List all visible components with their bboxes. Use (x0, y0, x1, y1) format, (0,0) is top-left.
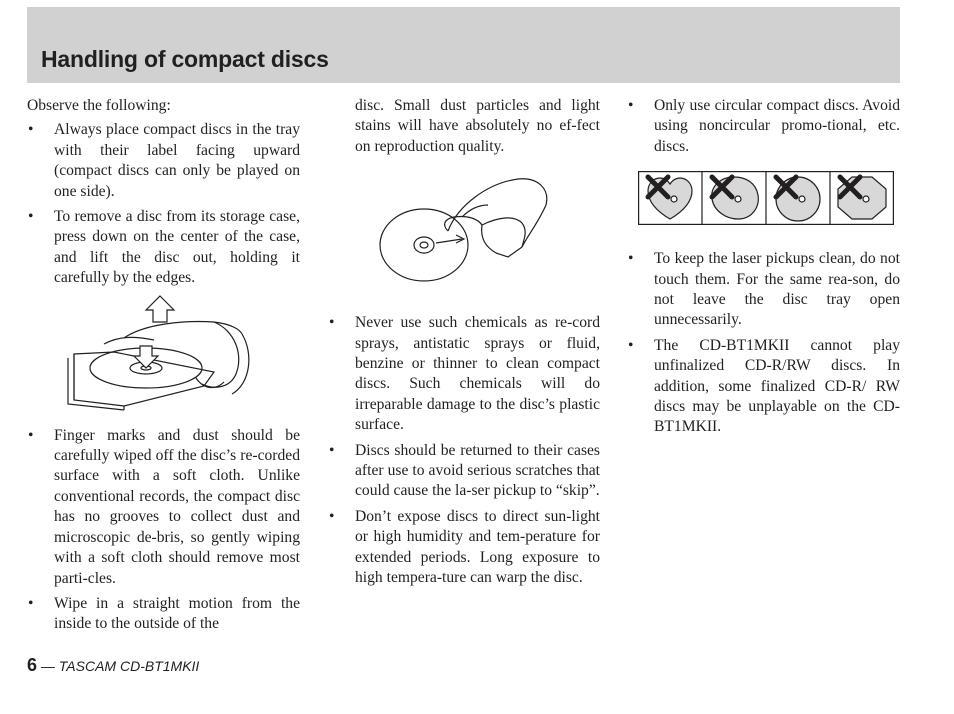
footer-separator: — (37, 658, 59, 674)
bullet: • (28, 208, 34, 226)
bullet-list-3b (627, 249, 900, 438)
bullet: • (28, 594, 34, 612)
bullet: • (329, 314, 335, 332)
bullet: • (28, 426, 34, 444)
page-number: 6 (27, 655, 38, 675)
bullet: • (628, 336, 634, 354)
bullet: • (329, 441, 335, 459)
bullet: • (329, 507, 335, 525)
list-item: • Never use such chemicals as re-cord sprays, antistatic sprays or fluid, benzine or thinner to clean compact discs. Such chemicals will do irreparable damage to the disc’s plastic surface. (329, 314, 600, 434)
intro-text: Observe the following: (27, 97, 171, 114)
disc-tray-removal-illustration (64, 294, 264, 418)
page-title: Handling of compact discs (41, 46, 329, 72)
list-item: • To remove a disc from its storage case, press down on the center of the case, and lift the disc out, holding it carefully by the edges. (28, 208, 300, 287)
bullet: • (28, 121, 34, 139)
bullet-list-1b (27, 426, 300, 635)
footer-model: TASCAM CD-BT1MKII (58, 658, 200, 674)
column-1 (27, 96, 300, 640)
bullet: • (628, 250, 634, 268)
continuation-text: disc. Small dust particles and light stains will have absolutely no ef-fect on reproduction quality. (355, 97, 600, 155)
list-item: • Don’t expose discs to direct sun-light or high humidity and tem-perature for extended periods. Long exposure to high tempera-ture can warp the disc. (329, 507, 600, 587)
section-header (27, 7, 900, 83)
bullet-list-1a (27, 120, 300, 288)
column-3 (627, 96, 900, 443)
list-item: • Only use circular compact discs. Avoid using noncircular promo-tional, etc. discs. (628, 97, 900, 155)
bullet-list-3a (627, 96, 900, 157)
disc-wiping-illustration (378, 165, 558, 289)
list-item: • Always place compact discs in the tray with their label facing upward (compact discs can only be played on one side). (28, 121, 300, 200)
bullet-list-2 (328, 313, 600, 588)
column-2 (328, 96, 600, 594)
list-item: • Finger marks and dust should be carefully wiped off the disc’s re-corded surface with a soft cloth. Unlike conventional records, the compact disc has no grooves to collect dust and microscopic de-bris, so gently wiping with a soft cloth should remove most parti-cles. (28, 426, 300, 587)
page-footer (27, 655, 199, 676)
list-item: • The CD-BT1MKII cannot play unfinalized CD-R/RW discs. In addition, some finalized CD-R/ RW discs may be unplayable on the CD-BT1MKII. (628, 336, 900, 436)
list-item: • Wipe in a straight motion from the inside to the outside of the (28, 594, 300, 633)
noncircular-discs-illustration (638, 171, 894, 225)
bullet: • (628, 97, 634, 114)
list-item: • Discs should be returned to their cases after use to avoid serious scratches that could cause the la-ser pickup to “skip”. (329, 441, 600, 500)
list-item: • To keep the laser pickups clean, do not touch them. For the same rea-son, do not leave the disc tray open unnecessarily. (628, 250, 900, 329)
